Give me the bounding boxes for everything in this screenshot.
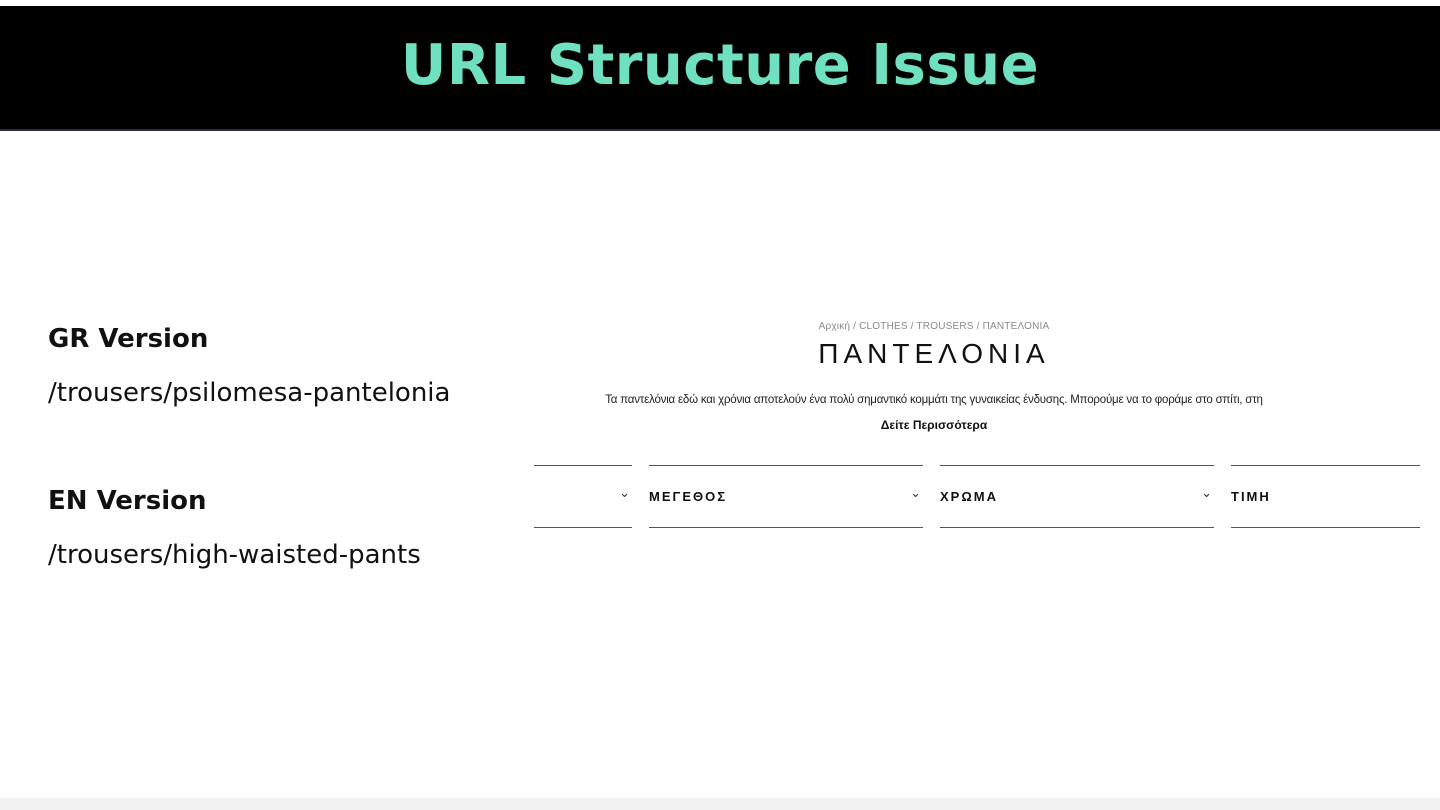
filter-dropdown[interactable]	[534, 465, 632, 528]
filter-size-label: ΜΕΓΕΘΟΣ	[649, 489, 728, 504]
gr-version-label: GR Version	[48, 324, 209, 354]
filter-price-dropdown[interactable]	[1231, 465, 1420, 528]
bottom-strip	[0, 798, 1440, 810]
breadcrumb[interactable]: Αρχική / CLOTHES / TROUSERS / ΠΑΝΤΕΛΟΝΙΑ	[818, 321, 1050, 332]
title-bar	[0, 6, 1440, 131]
filter-color-label: ΧΡΩΜΑ	[940, 489, 998, 504]
gr-version-url: /trousers/psilomesa-pantelonia	[48, 378, 451, 408]
chevron-down-icon: ⌄	[619, 486, 630, 501]
filter-color-dropdown[interactable]	[940, 465, 1214, 528]
slide-title: URL Structure Issue	[400, 33, 1040, 98]
en-version-label: EN Version	[48, 486, 207, 516]
filter-size-dropdown[interactable]	[649, 465, 923, 528]
category-page-screenshot	[534, 318, 1420, 533]
chevron-down-icon: ⌄	[1201, 486, 1212, 501]
en-version-url: /trousers/high-waisted-pants	[48, 540, 421, 570]
filter-price-label: ΤΙΜΗ	[1231, 489, 1271, 504]
chevron-down-icon: ⌄	[910, 486, 921, 501]
see-more-link[interactable]: Δείτε Περισσότερα	[880, 418, 988, 432]
category-heading: ΠΑΝΤΕΛΟΝΙΑ	[818, 338, 1050, 369]
category-description: Τα παντελόνια εδώ και χρόνια αποτελούν ένα πολύ σημαντικό κομμάτι της γυναικείας ένδυσης. Μπορούμε να το φοράμε στο σπίτι, στη	[605, 394, 1263, 406]
